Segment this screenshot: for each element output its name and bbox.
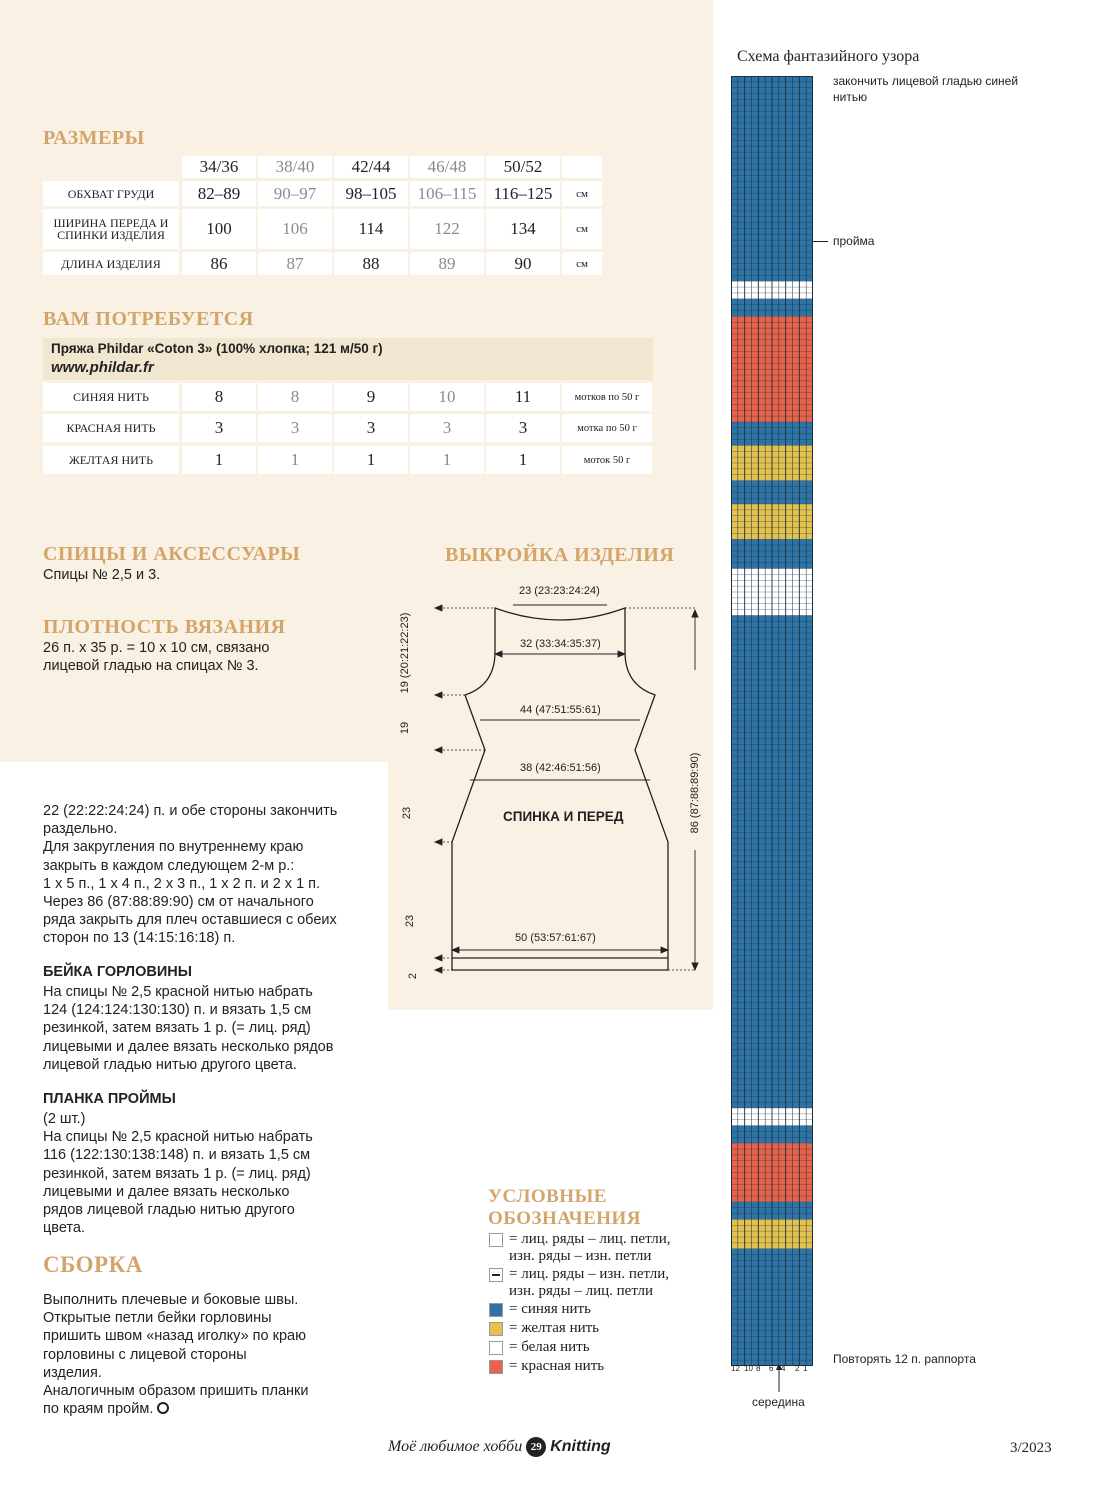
text-line: пришить швом «назад иголку» по краю [43,1328,306,1345]
yarn-row-label: ЖЕЛТАЯ НИТЬ [43,446,179,474]
yarn-unit: мотков по 50 г [562,383,652,411]
text-line: Аналогичным образом пришить планки [43,1383,309,1400]
neck-instructions [43,983,333,1074]
yarn-cell: 3 [334,414,408,442]
chart-tick-label: 10 [744,1364,753,1373]
assembly-instructions [43,1291,308,1418]
text-line: закрыть в каждом следующем 2-м р.: [43,857,295,874]
dash-mark [492,1274,500,1276]
size-cell: 106 [258,209,332,249]
yarn-cell: 3 [486,414,560,442]
size-cell: 90–97 [258,181,332,206]
armhole-instructions [43,1110,313,1237]
yarn-line: Пряжа Phildar «Coton 3» (100% хлопка; 121 м/50 г) [51,341,383,356]
text-line: лицевой гладью нитью другого цвета. [43,1056,297,1073]
text-line: ряда закрыть для плеч оставшиеся с обеих [43,912,337,929]
yarn-row-label: СИНЯЯ НИТЬ [43,383,179,411]
dim-h-23b: 23 [404,914,416,928]
yarn-cell: 11 [486,383,560,411]
chart-tick-label: 1 [803,1364,808,1373]
armhole-tick [812,241,828,242]
text-line: цвета. [43,1220,85,1237]
text-line: (2 шт.) [43,1111,86,1127]
size-header: 42/44 [334,156,408,178]
chart-tick-label: 4 [781,1364,786,1373]
yarn-cell: 9 [334,383,408,411]
text-line: 22 (22:22:24:24) п. и обе стороны закончить [43,803,338,819]
text-line: На спицы № 2,5 красной нитью набрать [43,984,313,1000]
legend-text: = лиц. ряды – изн. петли, [509,1266,669,1282]
dim-top: 23 (23:23:24:24) [519,585,600,597]
size-header: 38/40 [258,156,332,178]
chart-note-middle: середина [752,1395,805,1409]
size-cell: 122 [410,209,484,249]
footer-page-badge: 29 [526,1437,546,1457]
dim-h-armhole: 19 (20:21:22:23) [399,612,411,694]
yarn-row-label: КРАСНАЯ НИТЬ [43,414,179,442]
size-unit: см [562,252,602,275]
legend-heading-1: УСЛОВНЫЕ [488,1186,607,1207]
chart-tick-label: 12 [731,1364,740,1373]
yarn-cell: 8 [258,383,332,411]
size-header: 50/52 [486,156,560,178]
yarn-cell: 3 [182,414,256,442]
legend-text: = белая нить [509,1339,590,1355]
size-cell: 106–115 [410,181,484,206]
text-line: изделия. [43,1364,102,1381]
legend-swatch [489,1303,503,1317]
text-line: 1 x 5 п., 1 x 4 п., 2 x 3 п., 1 x 2 п. и 2 x 1 п. [43,875,321,892]
footer-issue: 3/2023 [1010,1440,1052,1456]
assembly-heading: СБОРКА [43,1252,143,1277]
text-line: лицевыми и далее вязать несколько [43,1183,290,1200]
dim-neck: 32 (33:34:35:37) [520,638,601,650]
text-line: Для закругления по внутреннему краю [43,839,304,856]
end-mark-icon [157,1402,169,1414]
legend-text: = лиц. ряды – лиц. петли, [509,1231,671,1247]
size-cell: 134 [486,209,560,249]
size-cell: 90 [486,252,560,275]
size-label-blank [43,156,179,178]
size-cell: 100 [182,209,256,249]
text-line: 116 (122:130:138:148) п. и вязать 1,5 см [43,1147,311,1164]
size-header: 46/48 [410,156,484,178]
text-line: по краям пройм. [43,1400,308,1418]
text-line: сторон по 13 (14:15:16:18) п. [43,930,236,947]
legend-swatch [489,1341,503,1355]
legend-text: = красная нить [509,1358,605,1374]
chart-tick-label: 2 [795,1364,800,1373]
gauge-heading: ПЛОТНОСТЬ ВЯЗАНИЯ [43,616,286,638]
legend-swatch [489,1360,503,1374]
dim-chest: 44 (47:51:55:61) [520,704,601,716]
chart-note-repeat: Повторять 12 п. раппорта [833,1352,976,1366]
piece-label: СПИНКА И ПЕРЕД [503,809,624,824]
pattern-heading: ВЫКРОЙКА ИЗДЕЛИЯ [445,544,675,566]
footer-magazine: Моё любимое хобби [388,1438,523,1455]
legend-text: = желтая нить [509,1320,600,1336]
footer [388,1437,611,1457]
size-cell: 114 [334,209,408,249]
text-line: резинкой, затем вязать 1 р. (= лиц. ряд) [43,1165,311,1182]
yarn-cell: 1 [182,446,256,474]
yarn-cell: 3 [258,414,332,442]
text-line: 124 (124:124:130:130) п. и вязать 1,5 см [43,1002,312,1019]
yarn-cell: 3 [410,414,484,442]
yarn-cell: 8 [182,383,256,411]
size-cell: 88 [334,252,408,275]
size-cell: 89 [410,252,484,275]
text-line: рядов лицевой гладью нитью другого [43,1202,295,1219]
size-row-label: ШИРИНА ПЕРЕДА И СПИНКИ ИЗДЕЛИЯ [43,209,179,249]
yarn-cell: 1 [410,446,484,474]
garment-outline [452,608,668,970]
legend-swatch [489,1233,503,1247]
text-line: резинкой, затем вязать 1 р. (= лиц. ряд) [43,1020,311,1037]
text-line: Через 86 (87:88:89:90) см от начального [43,894,314,911]
yarn-unit: моток 50 г [562,446,652,474]
dim-waist: 38 (42:46:51:56) [520,762,601,774]
text-line: раздельно. [43,821,118,838]
yarn-site: www.phildar.fr [51,359,154,376]
knit-chart [731,76,813,1366]
chart-tick-label: 6 [769,1364,774,1373]
legend-swatch [489,1268,503,1282]
chart-tick-label: 8 [756,1364,761,1373]
instructions-paragraph [43,802,337,948]
dim-h-2: 2 [407,972,419,980]
size-cell: 98–105 [334,181,408,206]
yarn-cell: 10 [410,383,484,411]
yarn-cell: 1 [486,446,560,474]
size-cell: 82–89 [182,181,256,206]
dim-bottom: 50 (53:57:61:67) [515,932,596,944]
size-header: 34/36 [182,156,256,178]
neck-heading: БЕЙКА ГОРЛОВИНЫ [43,964,192,980]
legend-text: изн. ряды – лиц. петли [509,1283,654,1299]
text-line: лицевыми и далее вязать несколько рядов [43,1038,334,1055]
materials-heading: ВАМ ПОТРЕБУЕТСЯ [43,308,254,330]
yarn-cell: 1 [334,446,408,474]
text-line: На спицы № 2,5 красной нитью набрать [43,1129,313,1146]
size-cell: 86 [182,252,256,275]
dim-h-total: 86 (87:88:89:90) [689,752,701,834]
size-row-label: ДЛИНА ИЗДЕЛИЯ [43,252,179,275]
needles-text: Спицы № 2,5 и 3. [43,567,161,583]
text-line: Выполнить плечевые и боковые швы. [43,1292,299,1308]
text-line: Открытые петли бейки горловины [43,1310,272,1327]
needles-heading: СПИЦЫ И АКСЕССУАРЫ [43,543,301,565]
dim-h-19: 19 [399,721,411,735]
sizes-heading: РАЗМЕРЫ [43,127,145,149]
footer-brand: Knitting [550,1438,611,1455]
size-unit: см [562,209,602,249]
chart-note-armhole: пройма [833,234,875,248]
legend-text: = синяя нить [509,1301,591,1317]
size-header-blank [562,156,602,178]
chart-note-top-1: закончить лицевой гладью синей [833,74,1019,88]
yarn-cell: 1 [258,446,332,474]
gauge-text-2: лицевой гладью на спицах № 3. [43,658,259,674]
legend-heading-2: ОБОЗНАЧЕНИЯ [488,1208,642,1229]
legend-swatch [489,1322,503,1336]
size-unit: см [562,181,602,206]
text-line: горловины с лицевой стороны [43,1346,247,1363]
dim-h-23a: 23 [401,806,413,820]
armhole-heading: ПЛАНКА ПРОЙМЫ [43,1091,176,1107]
size-cell: 116–125 [486,181,560,206]
size-row-label: ОБХВАТ ГРУДИ [43,181,179,206]
size-cell: 87 [258,252,332,275]
chart-note-top-2: нитью [833,90,868,104]
legend-text: изн. ряды – изн. петли [509,1248,652,1264]
gauge-text-1: 26 п. x 35 р. = 10 x 10 см, связано [43,640,270,656]
yarn-unit: мотка по 50 г [562,414,652,442]
chart-title: Схема фантазийного узора [737,48,920,65]
